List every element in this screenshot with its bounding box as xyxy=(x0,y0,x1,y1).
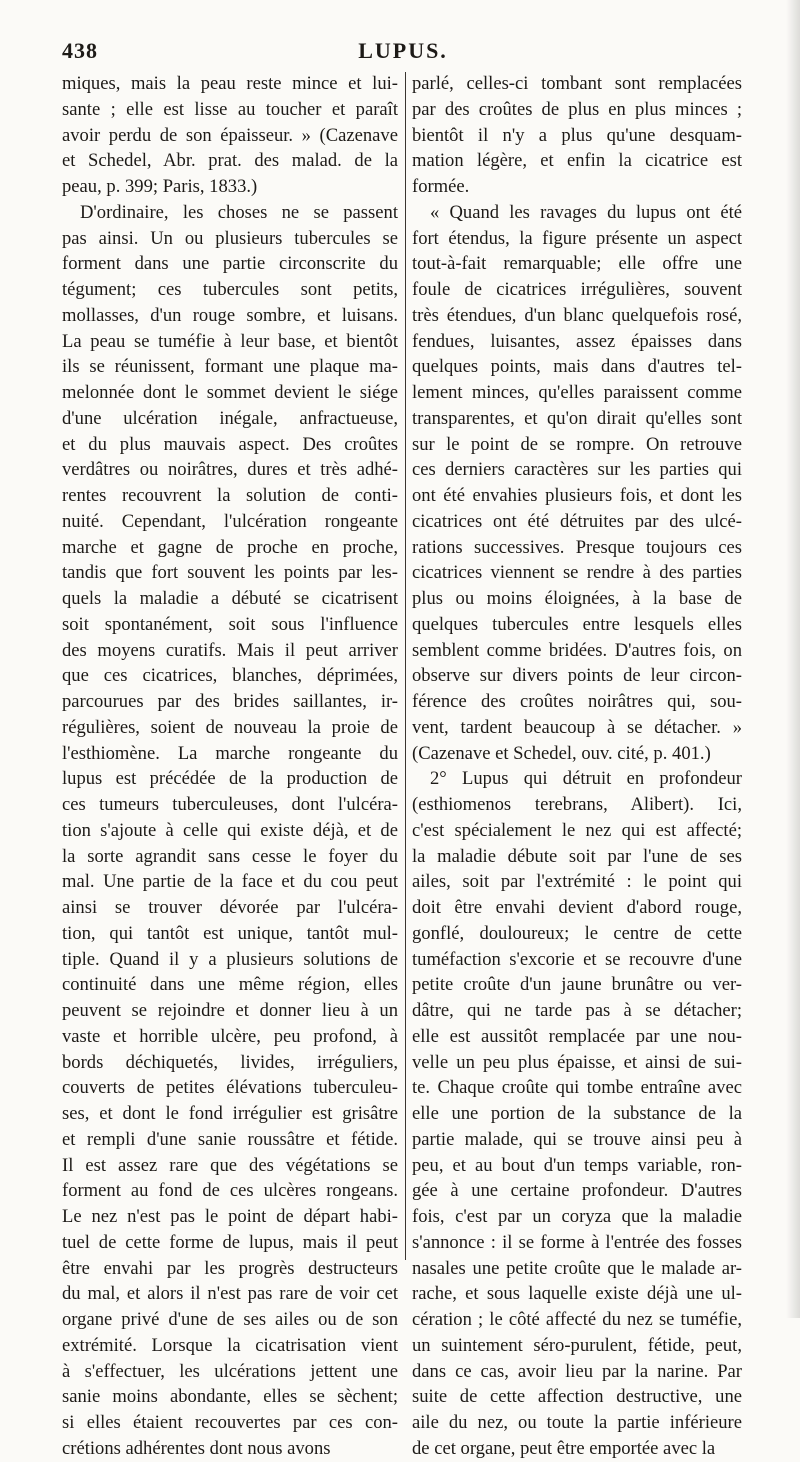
text-line: « Quand les ravages du lupus ont été xyxy=(430,201,742,223)
text-line: La peau se tuméfie à leur base, et bientôt xyxy=(62,330,398,352)
text-line: dans ce cas, avoir lieu par la narine. Par xyxy=(412,1360,742,1382)
text-line: si elles étaient recouvertes par ces con- xyxy=(62,1412,398,1433)
text-line: verdâtres ou noirâtres, dures et très adhé- xyxy=(62,459,398,481)
text-line: semblent comme bridées. D'autres fois, on xyxy=(412,639,742,661)
text-line: ces tumeurs tuberculeuses, dont l'ulcéra- xyxy=(62,794,398,815)
text-line: quelques tubercules entre lesquels elles xyxy=(412,613,742,635)
text-line: c'est spécialement le nez qui est affecté; xyxy=(412,819,742,841)
text-line: peuvent se rejoindre et donner lieu à un xyxy=(62,1000,398,1021)
text-line: sante ; elle est lisse au toucher et paraît xyxy=(62,98,398,120)
running-title: LUPUS. xyxy=(358,38,448,63)
text-line: continuité dans une même région, elles xyxy=(62,974,398,996)
text-line: la maladie débute soit par l'une de ses xyxy=(412,845,742,867)
text-line: forment au fond de ces ulcères rongeans. xyxy=(62,1180,398,1202)
text-line: transparentes, et qu'on dirait qu'elles sont xyxy=(412,407,742,429)
text-line: rations successives. Presque toujours ces xyxy=(412,536,742,558)
text-line: couverts de petites élévations tuberculeu- xyxy=(62,1077,398,1099)
text-line: de cet organe, peut être emportée avec la xyxy=(412,1437,716,1459)
text-line: fort étendus, la figure présente un aspect xyxy=(412,227,742,249)
text-line: aile du nez, ou toute la partie inférieure xyxy=(412,1412,742,1433)
page-edge-shadow xyxy=(786,0,800,1318)
text-line: forment dans une partie circonscrite du xyxy=(62,253,398,275)
text-line: régulières, soient de nouveau la proie de xyxy=(62,716,398,738)
text-line: l'esthiomène. La marche rongeante du xyxy=(62,742,398,764)
text-line: quelques points, mais dans d'autres tel- xyxy=(412,356,742,378)
left-text-column xyxy=(62,71,398,1462)
text-line: nuité. Cependant, l'ulcération rongeante xyxy=(62,510,398,532)
text-line: melonnée dont le sommet devient le siége xyxy=(62,382,398,403)
text-line: miques, mais la peau reste mince et lui- xyxy=(62,73,398,94)
text-line: vaste et horrible ulcère, peu profond, à xyxy=(62,1025,398,1047)
text-line: tout-à-fait remarquable; elle offre une xyxy=(412,253,742,275)
text-line: mation légère, et enfin la cicatrice est xyxy=(412,150,742,172)
text-line: Il est assez rare que des végétations se xyxy=(62,1154,398,1176)
text-line: foule de cicatrices irrégulières, souvent xyxy=(412,279,742,300)
text-line: soit spontanément, soit sous l'influence xyxy=(62,613,398,635)
text-line: velle un peu plus épaisse, et ainsi de sui- xyxy=(412,1051,742,1073)
text-line: sur le point de se rompre. On retrouve xyxy=(412,433,742,455)
text-line: ils se réunissent, formant une plaque ma- xyxy=(62,356,398,378)
text-line: que ces cicatrices, blanches, déprimées, xyxy=(62,665,398,687)
text-line: peau, p. 399; Paris, 1833.) xyxy=(62,176,258,197)
text-line: quels la maladie a débuté se cicatrisent xyxy=(62,588,398,609)
text-line: la sorte agrandit sans cesse le foyer du xyxy=(62,845,398,867)
text-line: par des croûtes de plus en plus minces ; xyxy=(412,98,742,120)
text-line: 2° Lupus qui détruit en profondeur xyxy=(430,768,742,790)
text-line: sanie moins abondante, elles se sèchent; xyxy=(62,1386,398,1408)
column-divider xyxy=(405,72,406,1260)
text-line: cicatrices viennent se rendre à des parties xyxy=(412,562,742,584)
text-line: cération ; le côté affecté du nez se tuméfie, xyxy=(412,1309,742,1330)
text-line: tandis que fort souvent les points par les- xyxy=(62,562,398,584)
text-line: elle est aussitôt remplacée par une nou- xyxy=(412,1025,742,1047)
text-line: à s'effectuer, les ulcérations jettent une xyxy=(62,1360,398,1382)
text-line: et du plus mauvais aspect. Des croûtes xyxy=(62,433,398,455)
text-line: te. Chaque croûte qui tombe entraîne avec xyxy=(412,1077,742,1099)
text-line: tégument; ces tubercules sont petits, xyxy=(62,279,398,300)
text-line: très étendues, d'un blanc quelquefois rosé, xyxy=(412,304,742,326)
text-line: dâtre, qui ne tarde pas à se détacher; xyxy=(412,1000,742,1021)
text-line: partie malade, qui se trouve ainsi peu à xyxy=(412,1128,742,1150)
text-line: vent, tardent beaucoup à se détacher. » xyxy=(412,716,742,738)
text-line: tuel de cette forme de lupus, mais il peut xyxy=(62,1231,398,1253)
text-line: mollasses, d'un rouge sombre, et luisans. xyxy=(62,304,398,326)
text-line: crétions adhérentes dont nous avons xyxy=(62,1437,331,1459)
text-line: pas ainsi. Un ou plusieurs tubercules se xyxy=(62,227,398,249)
text-line: férence des croûtes noirâtres qui, sou- xyxy=(412,691,742,712)
text-line: et Schedel, Abr. prat. des malad. de la xyxy=(62,150,398,172)
text-line: tuméfaction s'excorie et se recouvre d'une xyxy=(412,948,742,970)
text-line: D'ordinaire, les choses ne se passent xyxy=(80,201,398,223)
text-line: extrémité. Lorsque la cicatrisation vient xyxy=(62,1334,398,1356)
text-line: Le nez n'est pas le point de départ habi- xyxy=(62,1206,398,1227)
text-line: rache, et sous laquelle existe déjà une ul- xyxy=(412,1283,742,1305)
text-line: fois, c'est par un coryza que la maladie xyxy=(412,1206,742,1227)
text-line: et rempli d'une sanie roussâtre et fétide. xyxy=(62,1128,398,1150)
right-text-column xyxy=(412,71,742,1462)
text-line: gée à une certaine profondeur. D'autres xyxy=(412,1180,742,1202)
text-line: un suintement séro-purulent, fétide, peut, xyxy=(412,1334,742,1356)
text-line: doit être envahi devient d'abord rouge, xyxy=(412,897,742,918)
text-line: fendues, luisantes, assez épaisses dans xyxy=(412,330,742,352)
text-line: bords déchiquetés, livides, irréguliers, xyxy=(62,1051,398,1073)
text-line: organe privé d'une de ses ailes ou de son xyxy=(62,1309,398,1330)
text-line: des moyens curatifs. Mais il peut arriver xyxy=(62,639,398,661)
text-line: nasales une petite croûte que le malade ar- xyxy=(412,1257,742,1279)
text-line: peu, et au bout d'un temps variable, ron- xyxy=(412,1154,742,1176)
page-header xyxy=(62,38,744,72)
text-line: s'annonce : il se forme à l'entrée des fosses xyxy=(412,1231,742,1253)
text-line: ailes, soit par l'extrémité : le point qui xyxy=(412,871,742,893)
text-line: lupus est précédée de la production de xyxy=(62,768,398,790)
text-line: suite de cette affection destructive, une xyxy=(412,1386,742,1408)
text-line: rentes recouvrent la solution de conti- xyxy=(62,485,398,506)
text-line: lement minces, qu'elles paraissent comme xyxy=(412,382,742,403)
text-line: être envahi par les progrès destructeurs xyxy=(62,1257,398,1279)
page-number: 438 xyxy=(62,38,98,63)
text-line: ses, et dont le fond irrégulier est grisâtre xyxy=(62,1103,398,1124)
text-line: tion s'ajoute à celle qui existe déjà, et de xyxy=(62,819,398,841)
text-line: ces derniers caractères sur les parties qui xyxy=(412,459,742,481)
text-line: cicatrices ont été détruites par des ulcé- xyxy=(412,510,742,532)
text-line: mal. Une partie de la face et du cou peut xyxy=(62,871,398,893)
text-line: tiple. Quand il y a plusieurs solutions de xyxy=(62,948,398,970)
text-line: gonflé, douloureux; le centre de cette xyxy=(412,922,742,944)
text-line: du mal, et alors il n'est pas rare de voir cet xyxy=(62,1283,398,1305)
text-line: observe sur divers points de leur circon- xyxy=(412,665,742,687)
text-line: ont été envahies plusieurs fois, et dont les xyxy=(412,485,742,506)
text-line: parcourues par des brides saillantes, ir- xyxy=(62,691,398,712)
text-line: elle une portion de la substance de la xyxy=(412,1103,742,1124)
text-line: petite croûte d'un jaune brunâtre ou ver- xyxy=(412,974,742,996)
text-line: (esthiomenos terebrans, Alibert). Ici, xyxy=(412,794,742,815)
text-line: avoir perdu de son épaisseur. » (Cazenave xyxy=(62,124,398,146)
text-line: parlé, celles-ci tombant sont remplacées xyxy=(412,73,742,94)
text-line: d'une ulcération inégale, anfractueuse, xyxy=(62,407,398,429)
text-line: formée. xyxy=(412,176,470,197)
text-line: (Cazenave et Schedel, ouv. cité, p. 401.) xyxy=(412,742,711,764)
text-line: ainsi se trouver dévorée par l'ulcéra- xyxy=(62,897,398,918)
text-line: plus ou moins éloignées, à la base de xyxy=(412,588,742,609)
text-line: tion, qui tantôt est unique, tantôt mul- xyxy=(62,922,398,944)
text-line: bientôt il n'y a plus qu'une desquam- xyxy=(412,124,742,146)
text-line: marche et gagne de proche en proche, xyxy=(62,536,398,558)
